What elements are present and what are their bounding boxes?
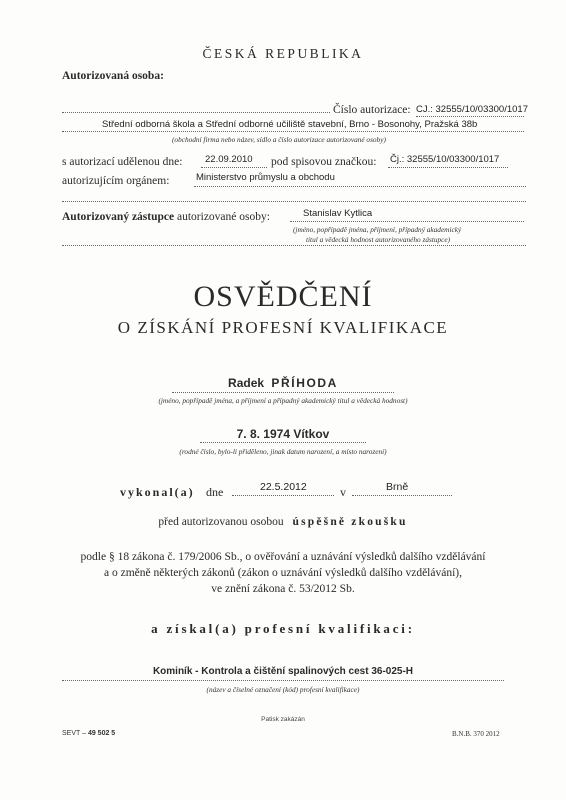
organization-name: Střední odborná škola a Střední odborné učiliště stavební, Brno - Bosonohy, Pražská 38b: [102, 119, 478, 130]
date-label: dne: [206, 485, 224, 499]
before-text: před autorizovanou osobou: [158, 516, 284, 528]
qualification-name: Kominík - Kontrola a čištění spalinových cest 36-025-H: [152, 666, 414, 677]
authorization-number-label: Číslo autorizace:: [333, 104, 411, 116]
legal-line-2: a o změně některých zákonů (zákon o uznávání výsledků dalšího vzdělávání),: [104, 567, 462, 579]
representative-label-rest: autorizované osoby:: [177, 211, 270, 223]
country-heading: ČESKÁ REPUBLIKA: [202, 46, 364, 61]
representative-label: [62, 211, 270, 223]
authorized-person-heading: Autorizovaná osoba:: [62, 70, 164, 82]
file-ref-label: pod spisovou značkou:: [271, 156, 377, 168]
holder-surname: PŘÍHODA: [271, 376, 338, 390]
dotted-line: [172, 392, 394, 393]
legal-line-3: ve znění zákona č. 53/2012 Sb.: [211, 583, 355, 595]
dotted-line: [352, 495, 452, 496]
holder-name: [0, 376, 566, 390]
form-code: [62, 730, 115, 737]
granted-date: 22.09.2010: [205, 154, 253, 165]
certificate-subtitle: O ZÍSKÁNÍ PROFESNÍ KVALIFIKACE: [117, 318, 449, 337]
dotted-line: [201, 167, 267, 168]
birth-caption: (rodné číslo, bylo-li přiděleno, jinak datum narození, a místo narození): [179, 447, 387, 456]
performed-label: vykonal(a): [120, 485, 195, 499]
organization-caption: (obchodní firma nebo název, sídlo a číslo autorizace autorizované osoby): [172, 135, 386, 144]
form-code-prefix: SEVT –: [62, 730, 86, 737]
authority-value: Ministerstvo průmyslu a obchodu: [196, 172, 335, 183]
form-code-number: 49 502 5: [87, 730, 116, 737]
dotted-line: [62, 201, 526, 202]
representative-caption-1: (jméno, popřípadě jména, příjmení, případný akademický: [293, 225, 462, 234]
birth-info: 7. 8. 1974 Vítkov: [236, 427, 330, 441]
dotted-line: [62, 112, 330, 113]
dotted-line: [416, 116, 524, 117]
authorization-number-value: CJ.: 32555/10/03300/1017: [416, 104, 528, 115]
dotted-line: [62, 680, 504, 681]
dotted-line: [232, 495, 334, 496]
dotted-line: [62, 131, 524, 132]
representative-caption-2: titul a vědecká hodnost autorizovaného zástupce): [306, 235, 451, 244]
dotted-line: [62, 245, 526, 246]
file-ref-value: Čj.: 32555/10/03300/1017: [390, 154, 500, 165]
dotted-line: [290, 221, 524, 222]
certificate-title: OSVĚDČENÍ: [193, 280, 373, 313]
legal-line-1: podle § 18 zákona č. 179/2006 Sb., o ověřování a uznávání výsledků dalšího vzdělávání: [80, 551, 486, 563]
holder-first-name: Radek: [228, 376, 265, 390]
dotted-line: [200, 442, 366, 443]
place-label: v: [340, 485, 346, 499]
authority-label: autorizujícím orgánem:: [62, 175, 170, 187]
dotted-line: [194, 186, 526, 187]
reprint-note: Patisk zakázán: [261, 716, 305, 723]
form-ref: B.N.B. 370 2012: [452, 730, 500, 738]
exam-before-line: [0, 516, 566, 528]
representative-name: Stanislav Kytlica: [303, 208, 373, 219]
exam-place: Brně: [386, 481, 409, 493]
qualification-heading: a získal(a) profesní kvalifikaci:: [151, 621, 415, 636]
exam-date: 22.5.2012: [260, 481, 307, 493]
representative-label-bold: Autorizovaný zástupce: [62, 211, 175, 223]
granted-label: s autorizací udělenou dne:: [62, 156, 183, 168]
holder-name-caption: (jméno, popřípadě jména, a příjmení a případný akademický titul a vědecká hodnost): [158, 396, 408, 405]
qualification-caption: (název a číselné označení (kód) profesní kvalifikace): [206, 685, 360, 694]
exam-result: úspěšně zkoušku: [292, 516, 408, 528]
dotted-line: [388, 167, 508, 168]
